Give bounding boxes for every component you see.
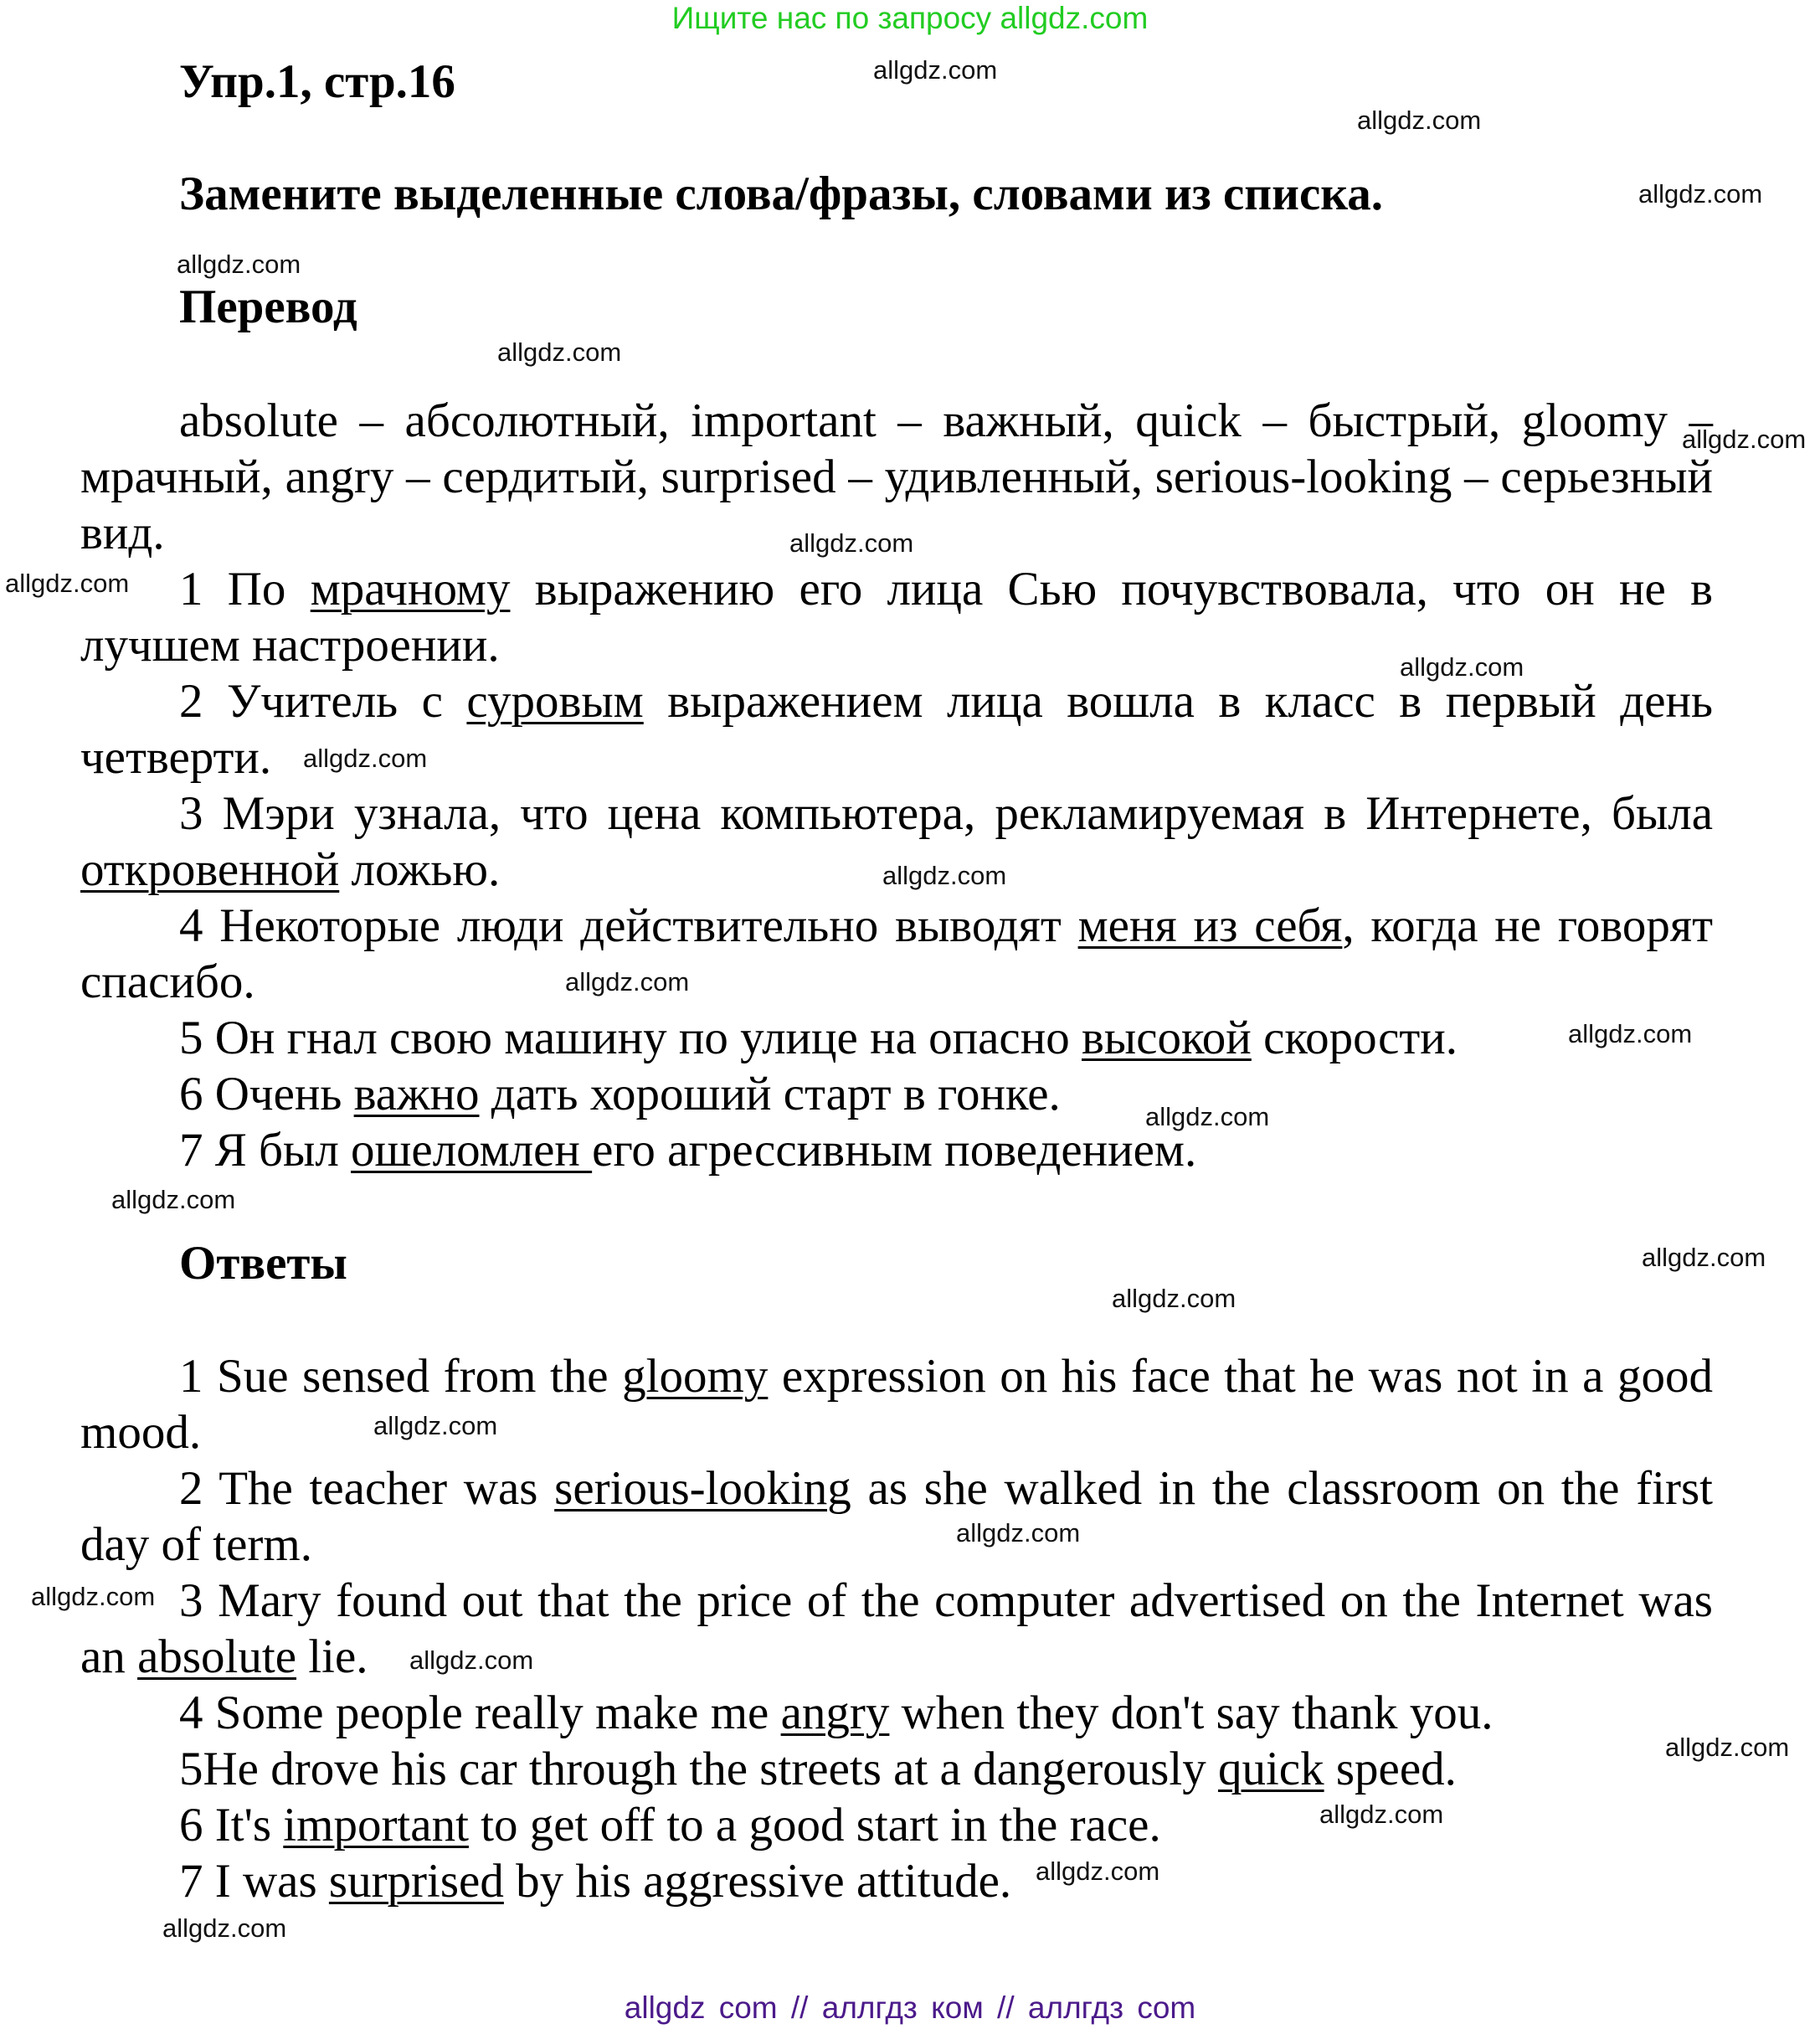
translation-sentence xyxy=(80,898,1713,1010)
watermark: allgdz.com xyxy=(1145,1102,1270,1131)
sentence-text: выражению его лица Сью почувствовала, что он не в лучшем настроении. xyxy=(80,563,1713,672)
watermark: allgdz.com xyxy=(31,1582,156,1611)
answer-sentence xyxy=(80,1853,1713,1909)
sentence-text: 2 The teacher was xyxy=(179,1462,555,1515)
sentence-text: 3 Mary found out that the price of the computer advertised on the Internet was an xyxy=(80,1574,1713,1683)
watermark: allgdz.com xyxy=(373,1411,498,1440)
underlined-word: меня из себя xyxy=(1077,899,1343,952)
watermark: allgdz.com xyxy=(873,55,998,85)
answer-sentence xyxy=(80,1348,1713,1460)
underlined-word: quick xyxy=(1217,1743,1324,1795)
underlined-word: ошеломлен xyxy=(351,1124,593,1177)
translation-sentence xyxy=(80,1010,1713,1066)
underlined-word: откровенной xyxy=(80,843,340,896)
watermark: allgdz.com xyxy=(409,1645,534,1675)
sentence-text: 5 Он гнал свою машину по улице на опасно xyxy=(179,1012,1082,1064)
sentence-text: 2 Учитель с xyxy=(179,675,467,728)
sentence-text: 1 Sue sensed from the xyxy=(179,1350,623,1403)
translation-sentence xyxy=(80,1066,1713,1122)
watermark: allgdz.com xyxy=(1638,179,1763,209)
underlined-word: важно xyxy=(353,1068,480,1120)
footer-links: allgdz com // аллгдз ком // аллгдз com xyxy=(624,1990,1196,2025)
underlined-word: gloomy xyxy=(622,1350,769,1403)
underlined-word: высокой xyxy=(1082,1012,1252,1064)
watermark: allgdz.com xyxy=(1319,1800,1444,1829)
watermark: allgdz.com xyxy=(565,967,690,996)
sentence-text: ложью. xyxy=(339,843,501,896)
exercise-title: Упр.1, стр.16 xyxy=(179,55,455,108)
sentence-text: 7 I was xyxy=(179,1855,329,1908)
watermark: allgdz.com xyxy=(177,250,301,279)
underlined-word: суровым xyxy=(466,675,644,728)
glossary: absolute – абсолютный, important – важный, quick – быстрый, gloomy – мрачный, angry – сердитый, surprised – удивленный, serious-looking – серьезный вид. xyxy=(80,394,1713,559)
sentence-text: 4 Некоторые люди действительно выводят xyxy=(179,899,1078,952)
underlined-word: angry xyxy=(780,1687,890,1739)
translation-sentence xyxy=(80,1122,1713,1178)
sentence-text: его агрессивным поведением. xyxy=(592,1124,1197,1177)
watermark: allgdz.com xyxy=(1400,652,1524,682)
sentence-text: дать хороший старт в гонке. xyxy=(479,1068,1061,1120)
sentence-text: выражением лица вошла в класс в первый день четверти. xyxy=(80,675,1713,784)
answer-sentence xyxy=(80,1797,1713,1853)
sentence-text: 6 It's xyxy=(179,1799,284,1851)
answers-heading: Ответы xyxy=(179,1237,347,1290)
answer-sentence xyxy=(80,1741,1713,1797)
underlined-word: serious-looking xyxy=(554,1462,851,1515)
sentence-text: lie. xyxy=(296,1630,368,1683)
answer-sentence xyxy=(80,1460,1713,1573)
watermark: allgdz.com xyxy=(111,1185,236,1214)
watermark: allgdz.com xyxy=(303,744,428,773)
sentence-text: 1 По xyxy=(179,563,311,615)
sentence-text: when they don't say thank you. xyxy=(889,1687,1494,1739)
sentence-text: 6 Очень xyxy=(179,1068,354,1120)
watermark: allgdz.com xyxy=(5,569,130,598)
watermark: allgdz.com xyxy=(1357,106,1482,135)
sentence-text: , когда не говорят спасибо. xyxy=(80,899,1713,1008)
sentence-text: 4 Some people really make me xyxy=(179,1687,781,1739)
sentence-text: to get off to a good start in the race. xyxy=(468,1799,1161,1851)
sentence-text: expression on his face that he was not in a good mood. xyxy=(80,1350,1713,1459)
sentence-text: speed. xyxy=(1324,1743,1457,1795)
sentence-text: скорости. xyxy=(1251,1012,1458,1064)
watermark: allgdz.com xyxy=(882,861,1007,890)
watermark: allgdz.com xyxy=(1568,1019,1693,1048)
translation-heading: Перевод xyxy=(179,281,357,333)
answer-sentence xyxy=(80,1573,1713,1685)
watermark: allgdz.com xyxy=(1036,1856,1160,1886)
sentence-text: 5He drove his car through the streets at a dangerously xyxy=(179,1743,1218,1795)
watermark: allgdz.com xyxy=(956,1518,1081,1547)
sentence-text: 7 Я был xyxy=(179,1124,352,1177)
underlined-word: absolute xyxy=(137,1630,297,1683)
watermark: allgdz.com xyxy=(1682,425,1807,454)
watermark: allgdz.com xyxy=(1665,1733,1790,1762)
watermark: allgdz.com xyxy=(1642,1243,1766,1272)
search-banner: Ищите нас по запросу allgdz.com xyxy=(671,1,1149,35)
watermark: allgdz.com xyxy=(162,1913,287,1943)
translation-section xyxy=(80,393,1713,1178)
sentence-text: by his aggressive attitude. xyxy=(503,1855,1012,1908)
watermark: allgdz.com xyxy=(497,337,622,367)
sentence-text: 3 Мэри узнала, что цена компьютера, рекламируемая в Интернете, была xyxy=(179,787,1713,840)
watermark: allgdz.com xyxy=(1112,1284,1236,1313)
instruction-heading: Замените выделенные слова/фразы, словами из списка. xyxy=(179,167,1383,220)
underlined-word: surprised xyxy=(328,1855,504,1908)
answer-sentences xyxy=(80,1348,1713,1909)
watermark: allgdz.com xyxy=(789,528,914,558)
underlined-word: important xyxy=(283,1799,469,1851)
sentence-text: as she walked in the classroom on the first day of term. xyxy=(80,1462,1713,1571)
answers-section xyxy=(80,1348,1713,1909)
answer-sentence xyxy=(80,1685,1713,1741)
underlined-word: мрачному xyxy=(310,563,511,615)
